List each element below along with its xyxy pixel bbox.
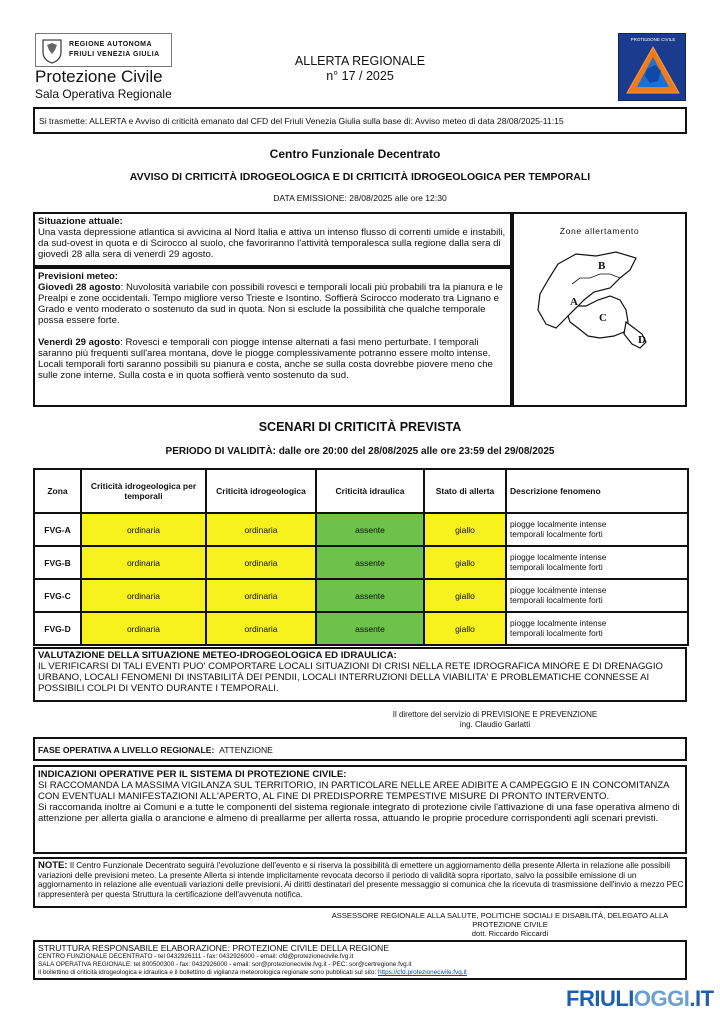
- fase-box: [33, 737, 687, 761]
- logo-region-line1: REGIONE AUTONOMA: [69, 41, 153, 48]
- note-paragraph: [38, 861, 684, 899]
- director-title: Il direttore del servizio di PREVISIONE E PREVENZIONE: [392, 710, 598, 719]
- col-header-crit-idrogeologica: Criticità idrogeologica: [206, 469, 316, 513]
- region-emblem-icon: [40, 37, 64, 64]
- crit-idrogeologica-cell: ordinaria: [206, 612, 316, 645]
- cfd-title: Centro Funzionale Decentrato: [269, 147, 441, 161]
- crit-idraulica-cell: assente: [316, 513, 424, 546]
- footer-title: STRUTTURA RESPONSABILE ELABORAZIONE: PROTEZIONE CIVILE DELLA REGIONE: [38, 943, 389, 953]
- zone-label-a: A: [570, 296, 578, 308]
- assessore-name: dott. Riccardo Riccardi: [471, 929, 549, 938]
- fase-line: [38, 745, 273, 755]
- badge-text: PROTEZIONE CIVILE: [630, 37, 676, 42]
- col-header-crit-idraulica: Criticità idraulica: [316, 469, 424, 513]
- table-row: [34, 513, 688, 546]
- desc-line: temporali localmente forti: [510, 627, 603, 638]
- zone-label-d: D: [638, 334, 646, 346]
- assessore-subtitle: PROTEZIONE CIVILE: [472, 920, 548, 929]
- crit-idraulica-cell: assente: [316, 579, 424, 612]
- indicazioni-heading: INDICAZIONI OPERATIVE PER IL SISTEMA DI PROTEZIONE CIVILE:: [38, 769, 347, 780]
- footer-website-link[interactable]: https://cfd.protezionecivile.fvg.it: [377, 969, 467, 976]
- descrizione-cell: [506, 612, 688, 645]
- fase-label: FASE OPERATIVA A LIVELLO REGIONALE:: [38, 745, 215, 755]
- scenari-title: SCENARI DI CRITICITÀ PREVISTA: [258, 420, 462, 434]
- situation-text: Una vasta depressione atlantica si avvicina al Nord Italia e attiva un intenso flusso di correnti umide e instabili, da sud-ovest in quota e di Scirocco al suolo, che favoriranno l'attività temporalesca sulla regione dalla sera di giovedì 28 alla sera di venerdì 29 agosto.: [38, 227, 506, 260]
- transmit-box: [33, 107, 687, 134]
- stato-allerta-cell: giallo: [424, 612, 506, 645]
- friulioggi-watermark: [566, 986, 714, 1012]
- col-header-descrizione: Descrizione fenomeno: [506, 469, 688, 513]
- forecast-day1: [38, 282, 508, 326]
- col-header-zona: Zona: [34, 469, 81, 513]
- table-row: [34, 612, 688, 645]
- indicazioni-caps: SI RACCOMANDA LA MASSIMA VIGILANZA SUL TERRITORIO, IN PARTICOLARE NELLE AREE ADIBITE A CAMPEGGIO E IN CONCOMITANZA CON EVENTUALI MANIFESTAZIONI ALL'APERTO, AL FINE DI PREDISPORRE TEMPESTIVE MISURE DI PRONTO INTERVENTO.: [38, 780, 670, 802]
- desc-line: piogge localmente intense: [510, 519, 607, 529]
- crit-idrogeologica-cell: ordinaria: [206, 546, 316, 579]
- forecast-day2: [38, 337, 508, 381]
- footer-cfd-contacts: CENTRO FUNZIONALE DECENTRATO - tel 0432926111 - fax: 0432926000 - email: cfd@protezionecivile.fvg.it: [38, 953, 354, 960]
- desc-line: piogge localmente intense: [510, 618, 607, 628]
- note-text: Il Centro Funzionale Decentrato seguirà l'evoluzione dell'evento e si riserva la possibilità di emettere un aggiornamento della presente Allerta in relazione alle possibili variazioni delle previsioni meteo. La presente Allerta si intende implicitamente revocata decorso il periodo di validità sopra riportato, salvo la possibile emissione di un aggiornamento in relazione alle eventuali variazioni delle previsioni. Ai diritti destinatari del presente messaggio si comunica che la ricevuta di trasmissione dell'invio a mezzo PEC rappresenterà per questa Struttura la certificazione dell'avvenuta notifica.: [38, 861, 684, 899]
- table-row: [34, 579, 688, 612]
- transmit-text: Si trasmette: ALLERTA e Avviso di criticità emanato dal CFD del Friuli Venezia Giulia sulla base di: Avviso meteo di data 28/08/2025-11:15: [39, 116, 564, 126]
- desc-line: temporali localmente forti: [510, 594, 603, 605]
- watermark-part3: .IT: [689, 986, 714, 1011]
- alert-number: n° 17 / 2025: [326, 69, 394, 83]
- zone-cell: FVG-C: [34, 579, 81, 612]
- forecast-day1-label: Giovedì 28 agosto: [38, 282, 121, 293]
- desc-line: temporali localmente forti: [510, 561, 603, 572]
- zones-map-title: Zone allertamento: [559, 226, 640, 236]
- desc-line: temporali localmente forti: [510, 528, 603, 539]
- zone-cell: FVG-B: [34, 546, 81, 579]
- valutazione-heading: VALUTAZIONE DELLA SITUAZIONE METEO-IDROGEOLOGICA ED IDRAULICA:: [38, 650, 397, 661]
- descrizione-cell: [506, 546, 688, 579]
- zone-cell: FVG-A: [34, 513, 81, 546]
- region-logo: [35, 33, 172, 67]
- civil-protection-triangle-icon: [623, 43, 683, 99]
- descrizione-cell: [506, 513, 688, 546]
- crit-idrogeologica-cell: ordinaria: [206, 513, 316, 546]
- crit-temporali-cell: ordinaria: [81, 546, 206, 579]
- footer-website-line: [38, 969, 467, 977]
- footer-sor-contacts: SALA OPERATIVA REGIONALE: tel 800500300 - fax: 0432926000 - email: sor@protezionecivile.fvg.it - PEC: sor@certregione.fvg.it: [38, 961, 412, 968]
- table-row: [34, 546, 688, 579]
- forecast-day1-text: : Nuvolosità variabile con possibili rovesci e temporali locali più probabili tra la pianura e le Prealpi e zone occidentali. Tempo migliore verso Trieste e Isontino. Soffierà Scirocco moderato tra Lignano e Grado e vento moderato o sostenuto da sud in quota. Non si esclude la possibilità che qualche temporale possa essere forte.: [38, 282, 503, 326]
- watermark-part2: OGGI: [633, 986, 690, 1011]
- zone-cell: FVG-D: [34, 612, 81, 645]
- situation-heading: Situazione attuale:: [38, 216, 123, 227]
- validity-period: PERIODO DI VALIDITÀ: dalle ore 20:00 del 28/08/2025 alle ore 23:59 del 29/08/2025: [165, 446, 555, 457]
- fase-value: ATTENZIONE: [219, 745, 273, 755]
- footer-website-text: Il bollettino di criticità idrogeologica e idraulica e il bollettino di vigilanza meteorologica regionale sono pubblicati sul sito:: [38, 969, 378, 976]
- logo-subtitle: Sala Operativa Regionale: [35, 87, 172, 101]
- indicazioni-text: Si raccomanda inoltre ai Comuni e a tutte le componenti del sistema regionale integrato di protezione civile l'attivazione di una fase operativa almeno di attenzione per allerta gialla o arancione e almeno di preallarme per allerta rossa, attuando le proprie procedure corrispondenti agli scenari previsti.: [38, 802, 680, 824]
- crit-temporali-cell: ordinaria: [81, 513, 206, 546]
- crit-idraulica-cell: assente: [316, 546, 424, 579]
- col-header-crit-temporali: Criticità idrogeologica per temporali: [81, 469, 206, 513]
- zone-label-b: B: [598, 260, 606, 272]
- logo-region-line2: FRIULI VENEZIA GIULIA: [69, 51, 160, 58]
- cfd-subtitle: AVVISO DI CRITICITÀ IDROGEOLOGICA E DI CRITICITÀ IDROGEOLOGICA PER TEMPORALI: [129, 171, 591, 183]
- note-label: NOTE:: [38, 860, 68, 871]
- stato-allerta-cell: giallo: [424, 513, 506, 546]
- footer-box: [33, 940, 687, 980]
- logo-title: Protezione Civile: [35, 67, 163, 86]
- valutazione-text: IL VERIFICARSI DI TALI EVENTI PUO' COMPORTARE LOCALI SITUAZIONI DI CRISI NELLA RETE IDROGRAFICA MINORE E DI DRENAGGIO URBANO, LOCALI FENOMENI DI INSTABILITÀ DEI PENDII, LOCALI INTERRUZIONI DELLA VIABILITA' E PROBLEMATICHE CONNESSE AI POSSIBILI COLPI DI VENTO DURANTE I TEMPORALI.: [38, 661, 664, 694]
- col-header-stato: Stato di allerta: [424, 469, 506, 513]
- director-name: ing. Claudio Garlatti: [459, 720, 531, 729]
- emission-date: DATA EMISSIONE: 28/08/2025 alle ore 12:30: [273, 193, 447, 203]
- forecast-day2-label: Venerdì 29 agosto: [38, 337, 121, 348]
- watermark-part1: FRIULI: [566, 986, 634, 1011]
- desc-line: piogge localmente intense: [510, 552, 607, 562]
- forecast-box: [33, 267, 512, 407]
- crit-idrogeologica-cell: ordinaria: [206, 579, 316, 612]
- table-header-row: [34, 469, 688, 513]
- situation-box: [33, 212, 512, 267]
- criticality-table: [33, 468, 689, 646]
- indicazioni-box: [33, 765, 687, 854]
- zone-label-c: C: [599, 312, 607, 324]
- valutazione-box: [33, 647, 687, 702]
- crit-temporali-cell: ordinaria: [81, 612, 206, 645]
- protezione-civile-badge: [618, 33, 686, 101]
- forecast-day2-text: : Rovesci e temporali con piogge intense alternati a fasi meno perturbate. I temporali saranno più frequenti sull'area montana, dove le piogge complessivamente potranno essere molto intense. Locali temporali forti saranno possibili su pianura e costa, anche se sulla costa dovrebbe piovere meno che sulle zone interne. Sulla costa e in quota soffierà vento sostenuto da sud.: [38, 337, 493, 381]
- assessore-title: ASSESSORE REGIONALE ALLA SALUTE, POLITICHE SOCIALI E DISABILITÀ, DELEGATO ALLA: [331, 911, 669, 920]
- forecast-heading: Previsioni meteo:: [38, 271, 118, 282]
- descrizione-cell: [506, 579, 688, 612]
- note-box: [33, 857, 687, 908]
- alert-title: ALLERTA REGIONALE: [294, 54, 426, 68]
- desc-line: piogge localmente intense: [510, 585, 607, 595]
- zones-map-box: [512, 212, 687, 407]
- crit-temporali-cell: ordinaria: [81, 579, 206, 612]
- crit-idraulica-cell: assente: [316, 612, 424, 645]
- stato-allerta-cell: giallo: [424, 579, 506, 612]
- stato-allerta-cell: giallo: [424, 546, 506, 579]
